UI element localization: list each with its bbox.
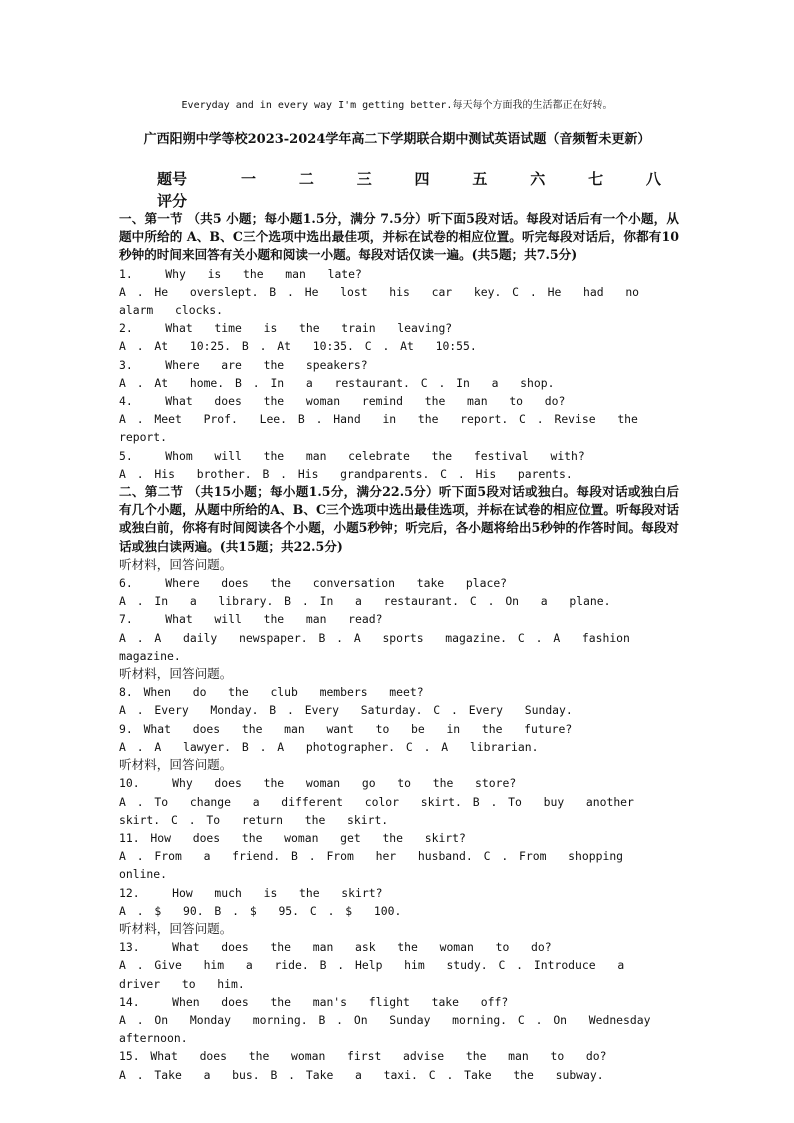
options-6: A . In a library. B . In a restaurant. C . On a plane.: [119, 594, 611, 609]
question-6: 6. Where does the conversation take place?: [119, 576, 508, 591]
score-row-question-number: [157, 167, 677, 189]
score-col-8: 八: [645, 169, 661, 188]
question-12: 12. How much is the skirt?: [119, 885, 383, 900]
options-11: A . From a friend. B . From her husband. C . From shopping online.: [119, 849, 645, 882]
options-4: A . Meet Prof. Lee. B . Hand in the report. C . Revise the report.: [119, 412, 660, 445]
question-15: 15. What does the woman first advise the man to do?: [119, 1049, 607, 1064]
score-row-label: 题号: [157, 169, 188, 188]
options-14: A . On Monday morning. B . On Sunday morning. C . On Wednesday afternoon.: [119, 1012, 673, 1046]
options-13: A . Give him a ride. B . Help him study. C . Introduce a driver to him.: [119, 958, 646, 991]
score-col-5: 五: [472, 169, 488, 188]
question-11: 11. How does the woman get the skirt?: [119, 830, 466, 845]
page-header-motto: Everyday and in every way I'm getting better.每天每个方面我的生活都正在好转。: [181, 100, 613, 111]
section-1-instructions: 一、第一节 （共5 小题；每小题1.5分，满分 7.5分）听下面5段对话。每段对话后有一个小题，从题中所给的 A、B、C三个选项中选出最佳项，并标在试卷的相应位置。听完每段对话后，你都有10秒钟的时间来回答有关小题和阅读一小题。每段对话仅读一遍。(共5题；共7.5分): [119, 211, 679, 263]
exam-title: 广西阳朔中学等校2023-2024学年高二下学期联合期中测试英语试题（音频暂未更新）: [143, 132, 651, 147]
score-col-6: 六: [530, 169, 546, 188]
question-1: 1. Why is the man late?: [119, 266, 362, 281]
listening-hint: 听材料，回答问题。: [119, 757, 233, 773]
question-14: 14. When does the man's flight take off?: [119, 994, 509, 1009]
listening-hint: 听材料，回答问题。: [119, 556, 233, 572]
part1-questions: [119, 265, 679, 483]
options-9: A . A lawyer. B . A photographer. C . A librarian.: [119, 739, 539, 754]
listening-hint: 听材料，回答问题。: [119, 666, 233, 682]
options-5: A . His brother. B . His grandparents. C . His parents.: [119, 466, 573, 481]
score-col-3: 三: [356, 169, 372, 188]
question-2: 2. What time is the train leaving?: [119, 321, 453, 336]
question-9: 9. What does the man want to be in the future?: [119, 721, 573, 736]
question-3: 3. Where are the speakers?: [119, 357, 368, 372]
listening-hint: 听材料，回答问题。: [119, 920, 233, 936]
options-2: A . At 10:25. B . At 10:35. C . At 10:55.: [119, 339, 477, 354]
score-row-label: 评分: [157, 191, 188, 210]
question-13: 13. What does the man ask the woman to do?: [119, 940, 552, 955]
question-4: 4. What does the woman remind the man to do?: [119, 394, 566, 409]
question-7: 7. What will the man read?: [119, 612, 383, 627]
options-12: A . $ 90. B . $ 95. C . $ 100.: [119, 903, 402, 918]
score-row-score: [157, 189, 677, 211]
options-3: A . At home. B . In a restaurant. C . In a shop.: [119, 375, 555, 390]
score-col-4: 四: [414, 169, 430, 188]
score-col-7: 七: [588, 169, 604, 188]
question-10: 10. Why does the woman go to the store?: [119, 776, 517, 791]
options-15: A . Take a bus. B . Take a taxi. C . Take the subway.: [119, 1067, 604, 1082]
score-table: [157, 167, 677, 211]
question-8: 8. When do the club members meet?: [119, 685, 424, 700]
exam-content: [119, 210, 679, 1084]
options-10: A . To change a different color skirt. B . To buy another skirt. C . To return the skirt.: [119, 794, 656, 827]
question-5: 5. Whom will the man celebrate the festival with?: [119, 448, 585, 463]
options-1: A . He overslept. B . He lost his car key. C . He had no alarm clocks.: [119, 284, 661, 318]
score-col-2: 二: [298, 169, 314, 188]
options-8: A . Every Monday. B . Every Saturday. C . Every Sunday.: [119, 703, 573, 718]
options-7: A . A daily newspaper. B . A sports magazine. C . A fashion magazine.: [119, 630, 652, 663]
section-2-instructions: 二、第二节 （共15小题；每小题1.5分，满分22.5分）听下面5段对话或独白。每段对话或独白后有几个小题，从题中所给的A、B、C三个选项中选出最佳选项，并标在试卷的相应位置。听每段对话或独白前，你将有时间阅读各个小题，小题5秒钟；听完后，各小题将给出5秒钟的作答时间。每段对话或独白读两遍。(共15题；共22.5分): [119, 484, 679, 554]
score-col-1: 一: [241, 169, 257, 188]
